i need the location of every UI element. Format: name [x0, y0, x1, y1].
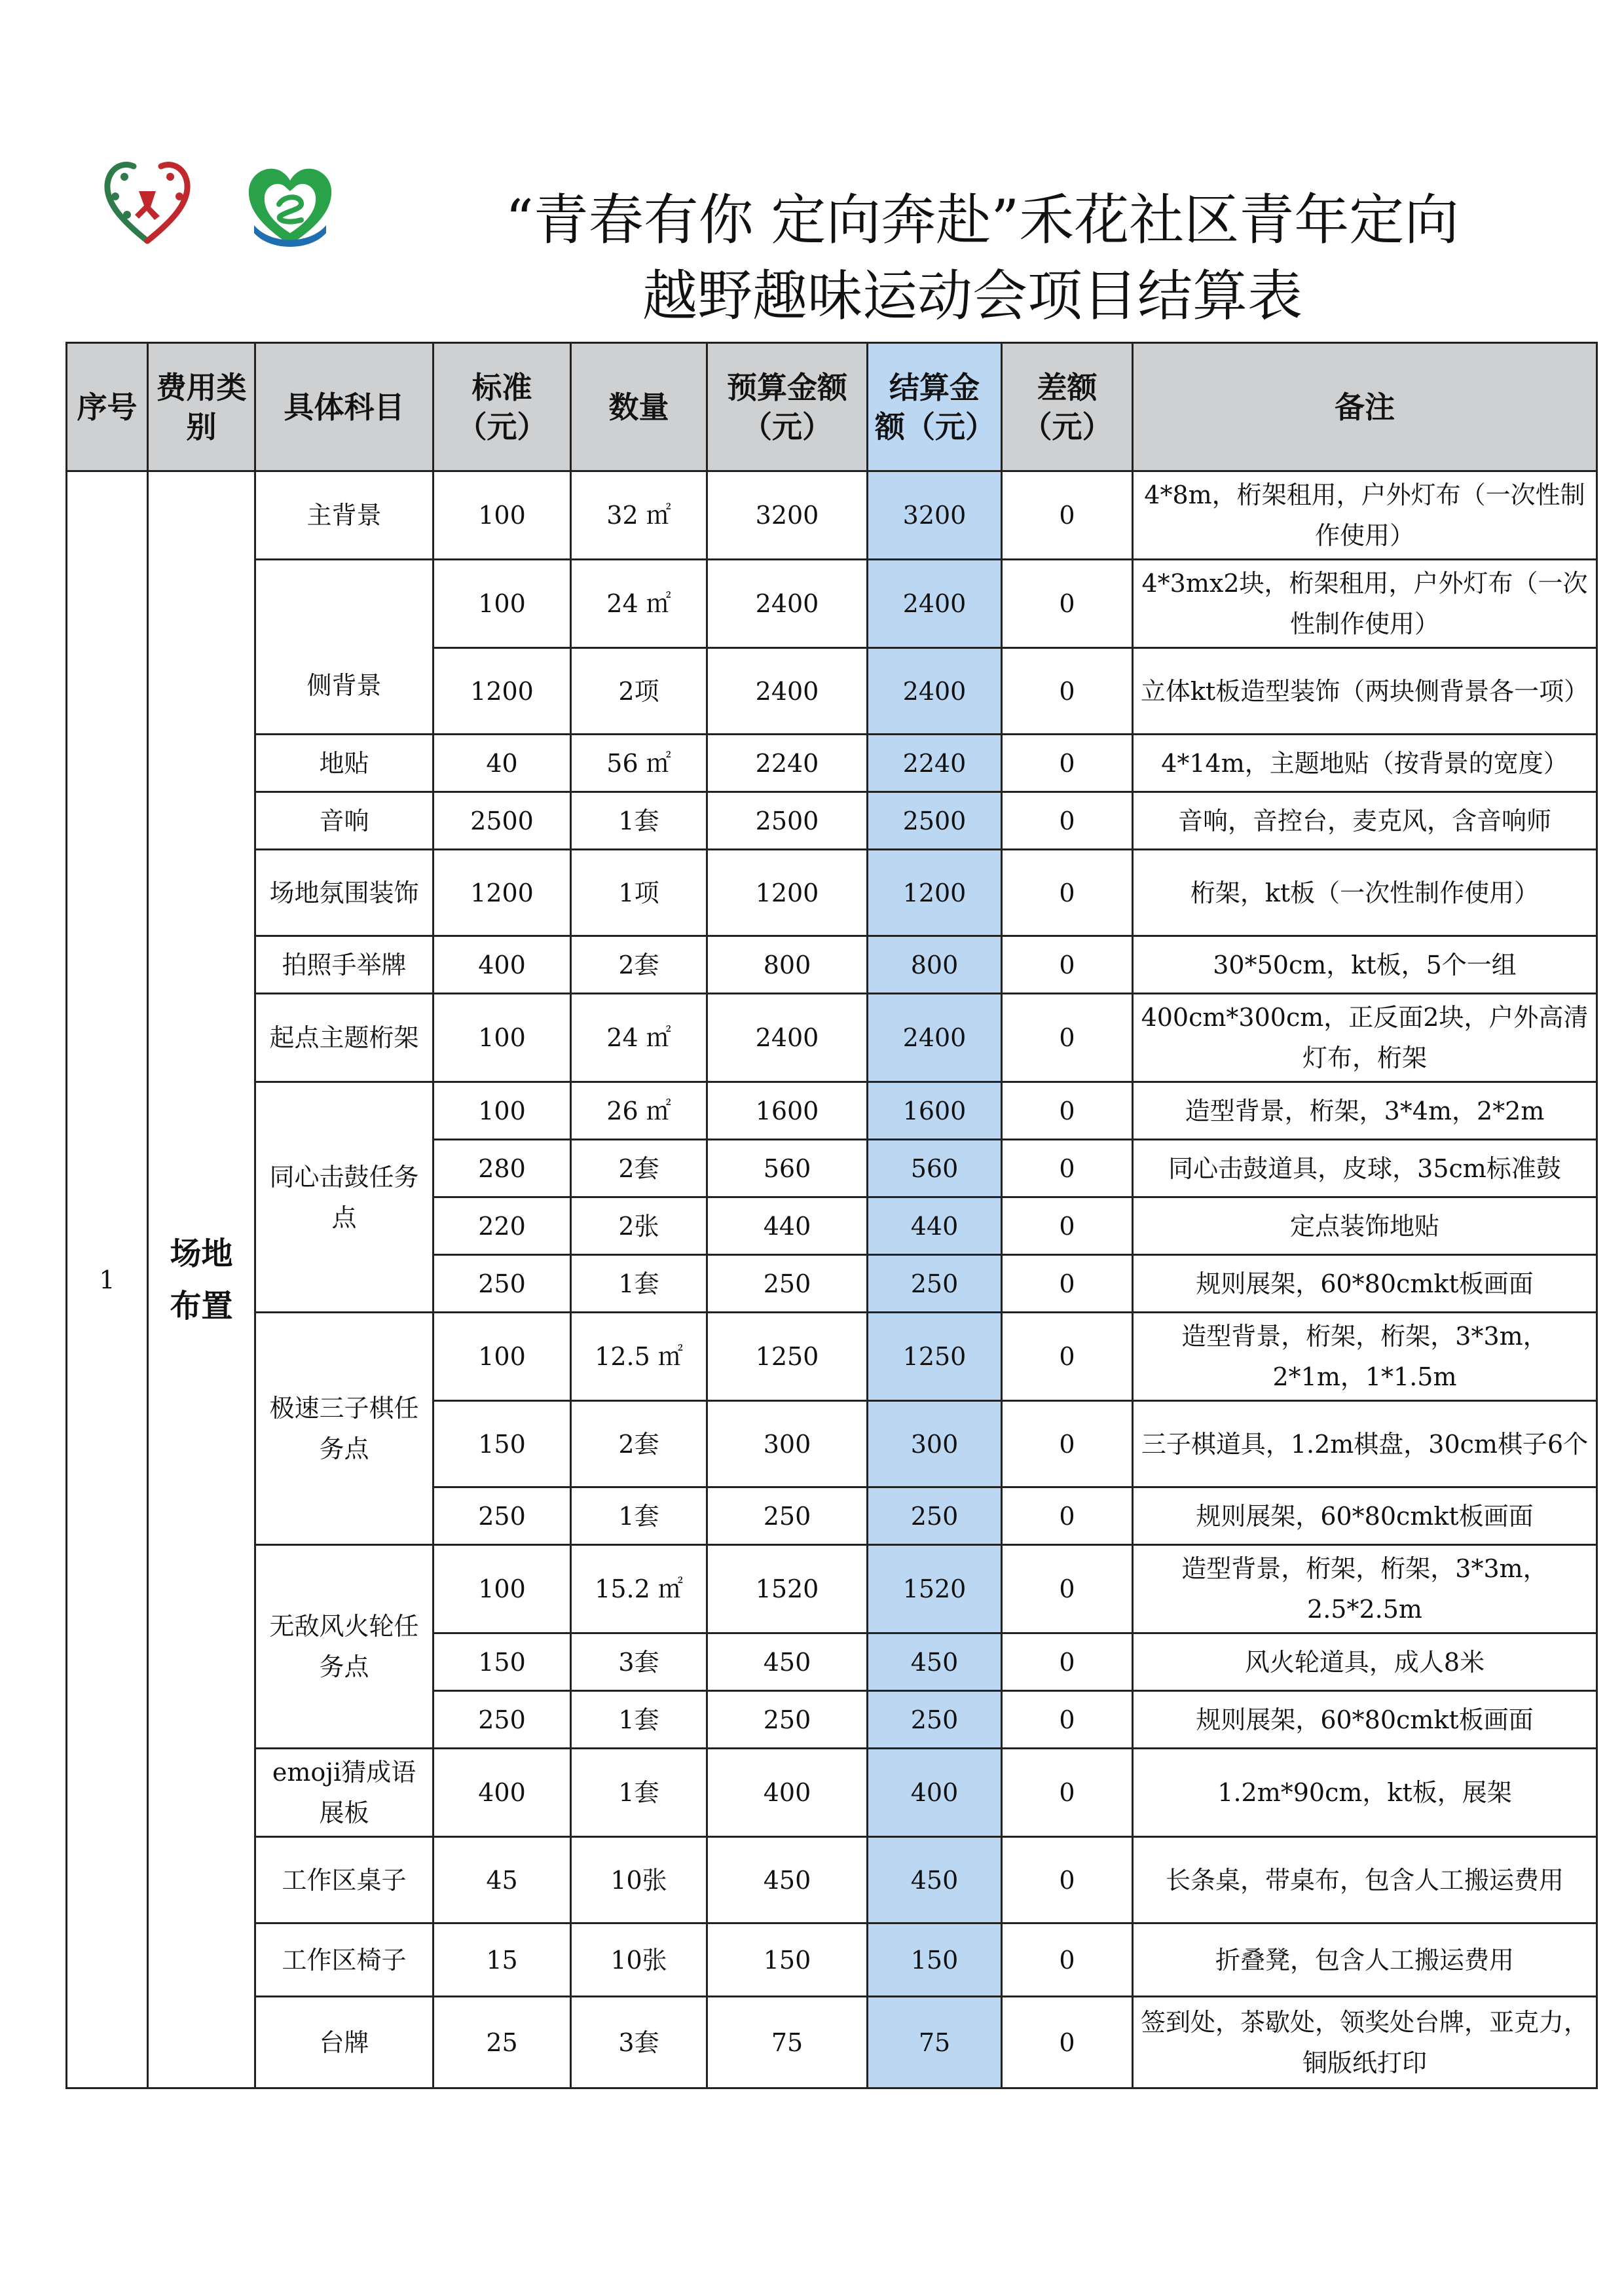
category-cell: 场地布置 [148, 471, 255, 2088]
budget-cell: 450 [707, 1837, 868, 1923]
table-row [67, 850, 1597, 936]
standard-cell: 100 [434, 994, 571, 1082]
note-cell: 30*50cm，kt板，5个一组 [1133, 936, 1597, 994]
quantity-cell: 2张 [571, 1197, 707, 1255]
item-cell: emoji猜成语展板 [255, 1749, 434, 1837]
diff-cell: 0 [1002, 1749, 1133, 1837]
budget-cell: 400 [707, 1749, 868, 1837]
table-row [67, 471, 1597, 560]
header-seq: 序号 [67, 343, 148, 471]
table-row [67, 1749, 1597, 1837]
quantity-cell: 1套 [571, 1691, 707, 1749]
note-cell: 4*14m，主题地贴（按背景的宽度） [1133, 735, 1597, 792]
note-cell: 造型背景，桁架，桁架，3*3m，2.5*2.5m [1133, 1545, 1597, 1633]
item-cell: 场地氛围装饰 [255, 850, 434, 936]
quantity-cell: 2套 [571, 1401, 707, 1487]
standard-cell: 250 [434, 1691, 571, 1749]
quantity-cell: 24 ㎡ [571, 994, 707, 1082]
diff-cell: 0 [1002, 1997, 1133, 2088]
quantity-cell: 1套 [571, 1487, 707, 1545]
note-cell: 造型背景，桁架，桁架，3*3m，2*1m，1*1.5m [1133, 1313, 1597, 1401]
budget-cell: 1200 [707, 850, 868, 936]
quantity-cell: 2套 [571, 936, 707, 994]
seq-cell: 1 [67, 471, 148, 2088]
note-cell: 音响，音控台，麦克风，含音响师 [1133, 792, 1597, 850]
diff-cell: 0 [1002, 1837, 1133, 1923]
budget-cell: 300 [707, 1401, 868, 1487]
quantity-cell: 1套 [571, 1749, 707, 1837]
item-cell: 地贴 [255, 735, 434, 792]
quantity-cell: 15.2 ㎡ [571, 1545, 707, 1633]
standard-cell: 150 [434, 1633, 571, 1691]
title-line-1: “青春有你 定向奔赴”禾花社区青年定向 [505, 188, 1460, 252]
settled-cell: 1200 [868, 850, 1002, 936]
budget-cell: 1520 [707, 1545, 868, 1633]
header-note: 备注 [1133, 343, 1597, 471]
diff-cell: 0 [1002, 1401, 1133, 1487]
note-cell: 规则展架，60*80cmkt板画面 [1133, 1691, 1597, 1749]
item-cell: 无敌风火轮任务点 [255, 1545, 434, 1749]
standard-cell: 25 [434, 1997, 571, 2088]
party-heart-logo [98, 151, 196, 249]
settled-cell: 2400 [868, 648, 1002, 735]
item-cell: 主背景 [255, 471, 434, 560]
standard-cell: 280 [434, 1140, 571, 1197]
standard-cell: 1200 [434, 648, 571, 735]
standard-cell: 100 [434, 560, 571, 648]
settled-cell: 2400 [868, 994, 1002, 1082]
note-cell: 1.2m*90cm，kt板，展架 [1133, 1749, 1597, 1837]
table-row [67, 1997, 1597, 2088]
diff-cell: 0 [1002, 1313, 1133, 1401]
settled-cell: 3200 [868, 471, 1002, 560]
budget-cell: 2240 [707, 735, 868, 792]
diff-cell: 0 [1002, 471, 1133, 560]
settled-cell: 800 [868, 936, 1002, 994]
table-row [67, 936, 1597, 994]
settled-cell: 2240 [868, 735, 1002, 792]
settled-cell: 2400 [868, 560, 1002, 648]
table-row [67, 1313, 1597, 1401]
table-row [67, 735, 1597, 792]
settled-cell: 450 [868, 1633, 1002, 1691]
quantity-cell: 1套 [571, 792, 707, 850]
budget-cell: 2400 [707, 560, 868, 648]
diff-cell: 0 [1002, 1082, 1133, 1140]
header-diff: 差额（元） [1002, 343, 1133, 471]
header-category: 费用类别 [148, 343, 255, 471]
budget-cell: 2400 [707, 994, 868, 1082]
budget-cell: 560 [707, 1140, 868, 1197]
item-cell: 同心击鼓任务点 [255, 1082, 434, 1313]
settled-cell: 2500 [868, 792, 1002, 850]
diff-cell: 0 [1002, 1255, 1133, 1313]
budget-cell: 2500 [707, 792, 868, 850]
standard-cell: 250 [434, 1255, 571, 1313]
quantity-cell: 12.5 ㎡ [571, 1313, 707, 1401]
quantity-cell: 10张 [571, 1923, 707, 1997]
quantity-cell: 32 ㎡ [571, 471, 707, 560]
item-cell: 侧背景 [255, 560, 434, 735]
budget-cell: 250 [707, 1255, 868, 1313]
diff-cell: 0 [1002, 994, 1133, 1082]
item-cell: 台牌 [255, 1997, 434, 2088]
standard-cell: 100 [434, 1313, 571, 1401]
quantity-cell: 1项 [571, 850, 707, 936]
budget-cell: 1250 [707, 1313, 868, 1401]
quantity-cell: 26 ㎡ [571, 1082, 707, 1140]
note-cell: 签到处，茶歇处，领奖处台牌，亚克力，铜版纸打印 [1133, 1997, 1597, 2088]
header-settled: 结算金额（元） [868, 343, 1002, 471]
budget-cell: 250 [707, 1487, 868, 1545]
table-row [67, 792, 1597, 850]
diff-cell: 0 [1002, 648, 1133, 735]
settled-cell: 150 [868, 1923, 1002, 1997]
table-row [67, 1545, 1597, 1633]
header-item: 具体科目 [255, 343, 434, 471]
table-row [67, 994, 1597, 1082]
header-standard: 标准（元） [434, 343, 571, 471]
diff-cell: 0 [1002, 1487, 1133, 1545]
standard-cell: 150 [434, 1401, 571, 1487]
budget-cell: 450 [707, 1633, 868, 1691]
note-cell: 400cm*300cm，正反面2块，户外高清灯布，桁架 [1133, 994, 1597, 1082]
item-cell: 起点主题桁架 [255, 994, 434, 1082]
budget-cell: 440 [707, 1197, 868, 1255]
note-cell: 风火轮道具，成人8米 [1133, 1633, 1597, 1691]
item-cell: 极速三子棋任务点 [255, 1313, 434, 1545]
settled-cell: 1600 [868, 1082, 1002, 1140]
standard-cell: 100 [434, 1082, 571, 1140]
diff-cell: 0 [1002, 1691, 1133, 1749]
note-cell: 同心击鼓道具，皮球，35cm标准鼓 [1133, 1140, 1597, 1197]
budget-cell: 75 [707, 1997, 868, 2088]
title-line-2: 越野趣味运动会项目结算表 [642, 264, 1302, 328]
note-cell: 4*3mx2块，桁架租用，户外灯布（一次性制作使用） [1133, 560, 1597, 648]
note-cell: 规则展架，60*80cmkt板画面 [1133, 1255, 1597, 1313]
diff-cell: 0 [1002, 1197, 1133, 1255]
standard-cell: 400 [434, 1749, 571, 1837]
settled-cell: 1250 [868, 1313, 1002, 1401]
table-row [67, 1837, 1597, 1923]
diff-cell: 0 [1002, 1545, 1133, 1633]
note-cell: 立体kt板造型装饰（两块侧背景各一项） [1133, 648, 1597, 735]
standard-cell: 220 [434, 1197, 571, 1255]
diff-cell: 0 [1002, 1140, 1133, 1197]
budget-cell: 3200 [707, 471, 868, 560]
diff-cell: 0 [1002, 792, 1133, 850]
settled-cell: 440 [868, 1197, 1002, 1255]
table-header-row [67, 343, 1597, 471]
diff-cell: 0 [1002, 850, 1133, 936]
settled-cell: 400 [868, 1749, 1002, 1837]
diff-cell: 0 [1002, 1923, 1133, 1997]
standard-cell: 15 [434, 1923, 571, 1997]
settled-cell: 300 [868, 1401, 1002, 1487]
quantity-cell: 3套 [571, 1633, 707, 1691]
diff-cell: 0 [1002, 735, 1133, 792]
diff-cell: 0 [1002, 1633, 1133, 1691]
budget-cell: 1600 [707, 1082, 868, 1140]
header-budget: 预算金额（元） [707, 343, 868, 471]
note-cell: 折叠凳，包含人工搬运费用 [1133, 1923, 1597, 1997]
diff-cell: 0 [1002, 936, 1133, 994]
table-row [67, 1923, 1597, 1997]
standard-cell: 100 [434, 1545, 571, 1633]
standard-cell: 250 [434, 1487, 571, 1545]
quantity-cell: 2项 [571, 648, 707, 735]
header-quantity: 数量 [571, 343, 707, 471]
standard-cell: 400 [434, 936, 571, 994]
standard-cell: 45 [434, 1837, 571, 1923]
note-cell: 长条桌，带桌布，包含人工搬运费用 [1133, 1837, 1597, 1923]
standard-cell: 100 [434, 471, 571, 560]
standard-cell: 40 [434, 735, 571, 792]
note-cell: 规则展架，60*80cmkt板画面 [1133, 1487, 1597, 1545]
table-row [67, 1082, 1597, 1140]
quantity-cell: 24 ㎡ [571, 560, 707, 648]
budget-cell: 2400 [707, 648, 868, 735]
settlement-table [65, 342, 1598, 2089]
settled-cell: 1520 [868, 1545, 1002, 1633]
standard-cell: 1200 [434, 850, 571, 936]
note-cell: 桁架，kt板（一次性制作使用） [1133, 850, 1597, 936]
settled-cell: 250 [868, 1487, 1002, 1545]
settled-cell: 75 [868, 1997, 1002, 2088]
settled-cell: 560 [868, 1140, 1002, 1197]
standard-cell: 2500 [434, 792, 571, 850]
document-title [367, 182, 1578, 334]
item-cell: 工作区椅子 [255, 1923, 434, 1997]
note-cell: 定点装饰地贴 [1133, 1197, 1597, 1255]
settled-cell: 450 [868, 1837, 1002, 1923]
settled-cell: 250 [868, 1691, 1002, 1749]
item-cell: 工作区桌子 [255, 1837, 434, 1923]
budget-cell: 250 [707, 1691, 868, 1749]
diff-cell: 0 [1002, 560, 1133, 648]
community-heart-logo [241, 160, 339, 251]
quantity-cell: 3套 [571, 1997, 707, 2088]
budget-cell: 800 [707, 936, 868, 994]
quantity-cell: 10张 [571, 1837, 707, 1923]
quantity-cell: 2套 [571, 1140, 707, 1197]
item-cell: 音响 [255, 792, 434, 850]
settled-cell: 250 [868, 1255, 1002, 1313]
note-cell: 造型背景，桁架，3*4m，2*2m [1133, 1082, 1597, 1140]
note-cell: 4*8m，桁架租用，户外灯布（一次性制作使用） [1133, 471, 1597, 560]
item-cell: 拍照手举牌 [255, 936, 434, 994]
note-cell: 三子棋道具，1.2m棋盘，30cm棋子6个 [1133, 1401, 1597, 1487]
quantity-cell: 56 ㎡ [571, 735, 707, 792]
budget-cell: 150 [707, 1923, 868, 1997]
quantity-cell: 1套 [571, 1255, 707, 1313]
table-row [67, 560, 1597, 648]
